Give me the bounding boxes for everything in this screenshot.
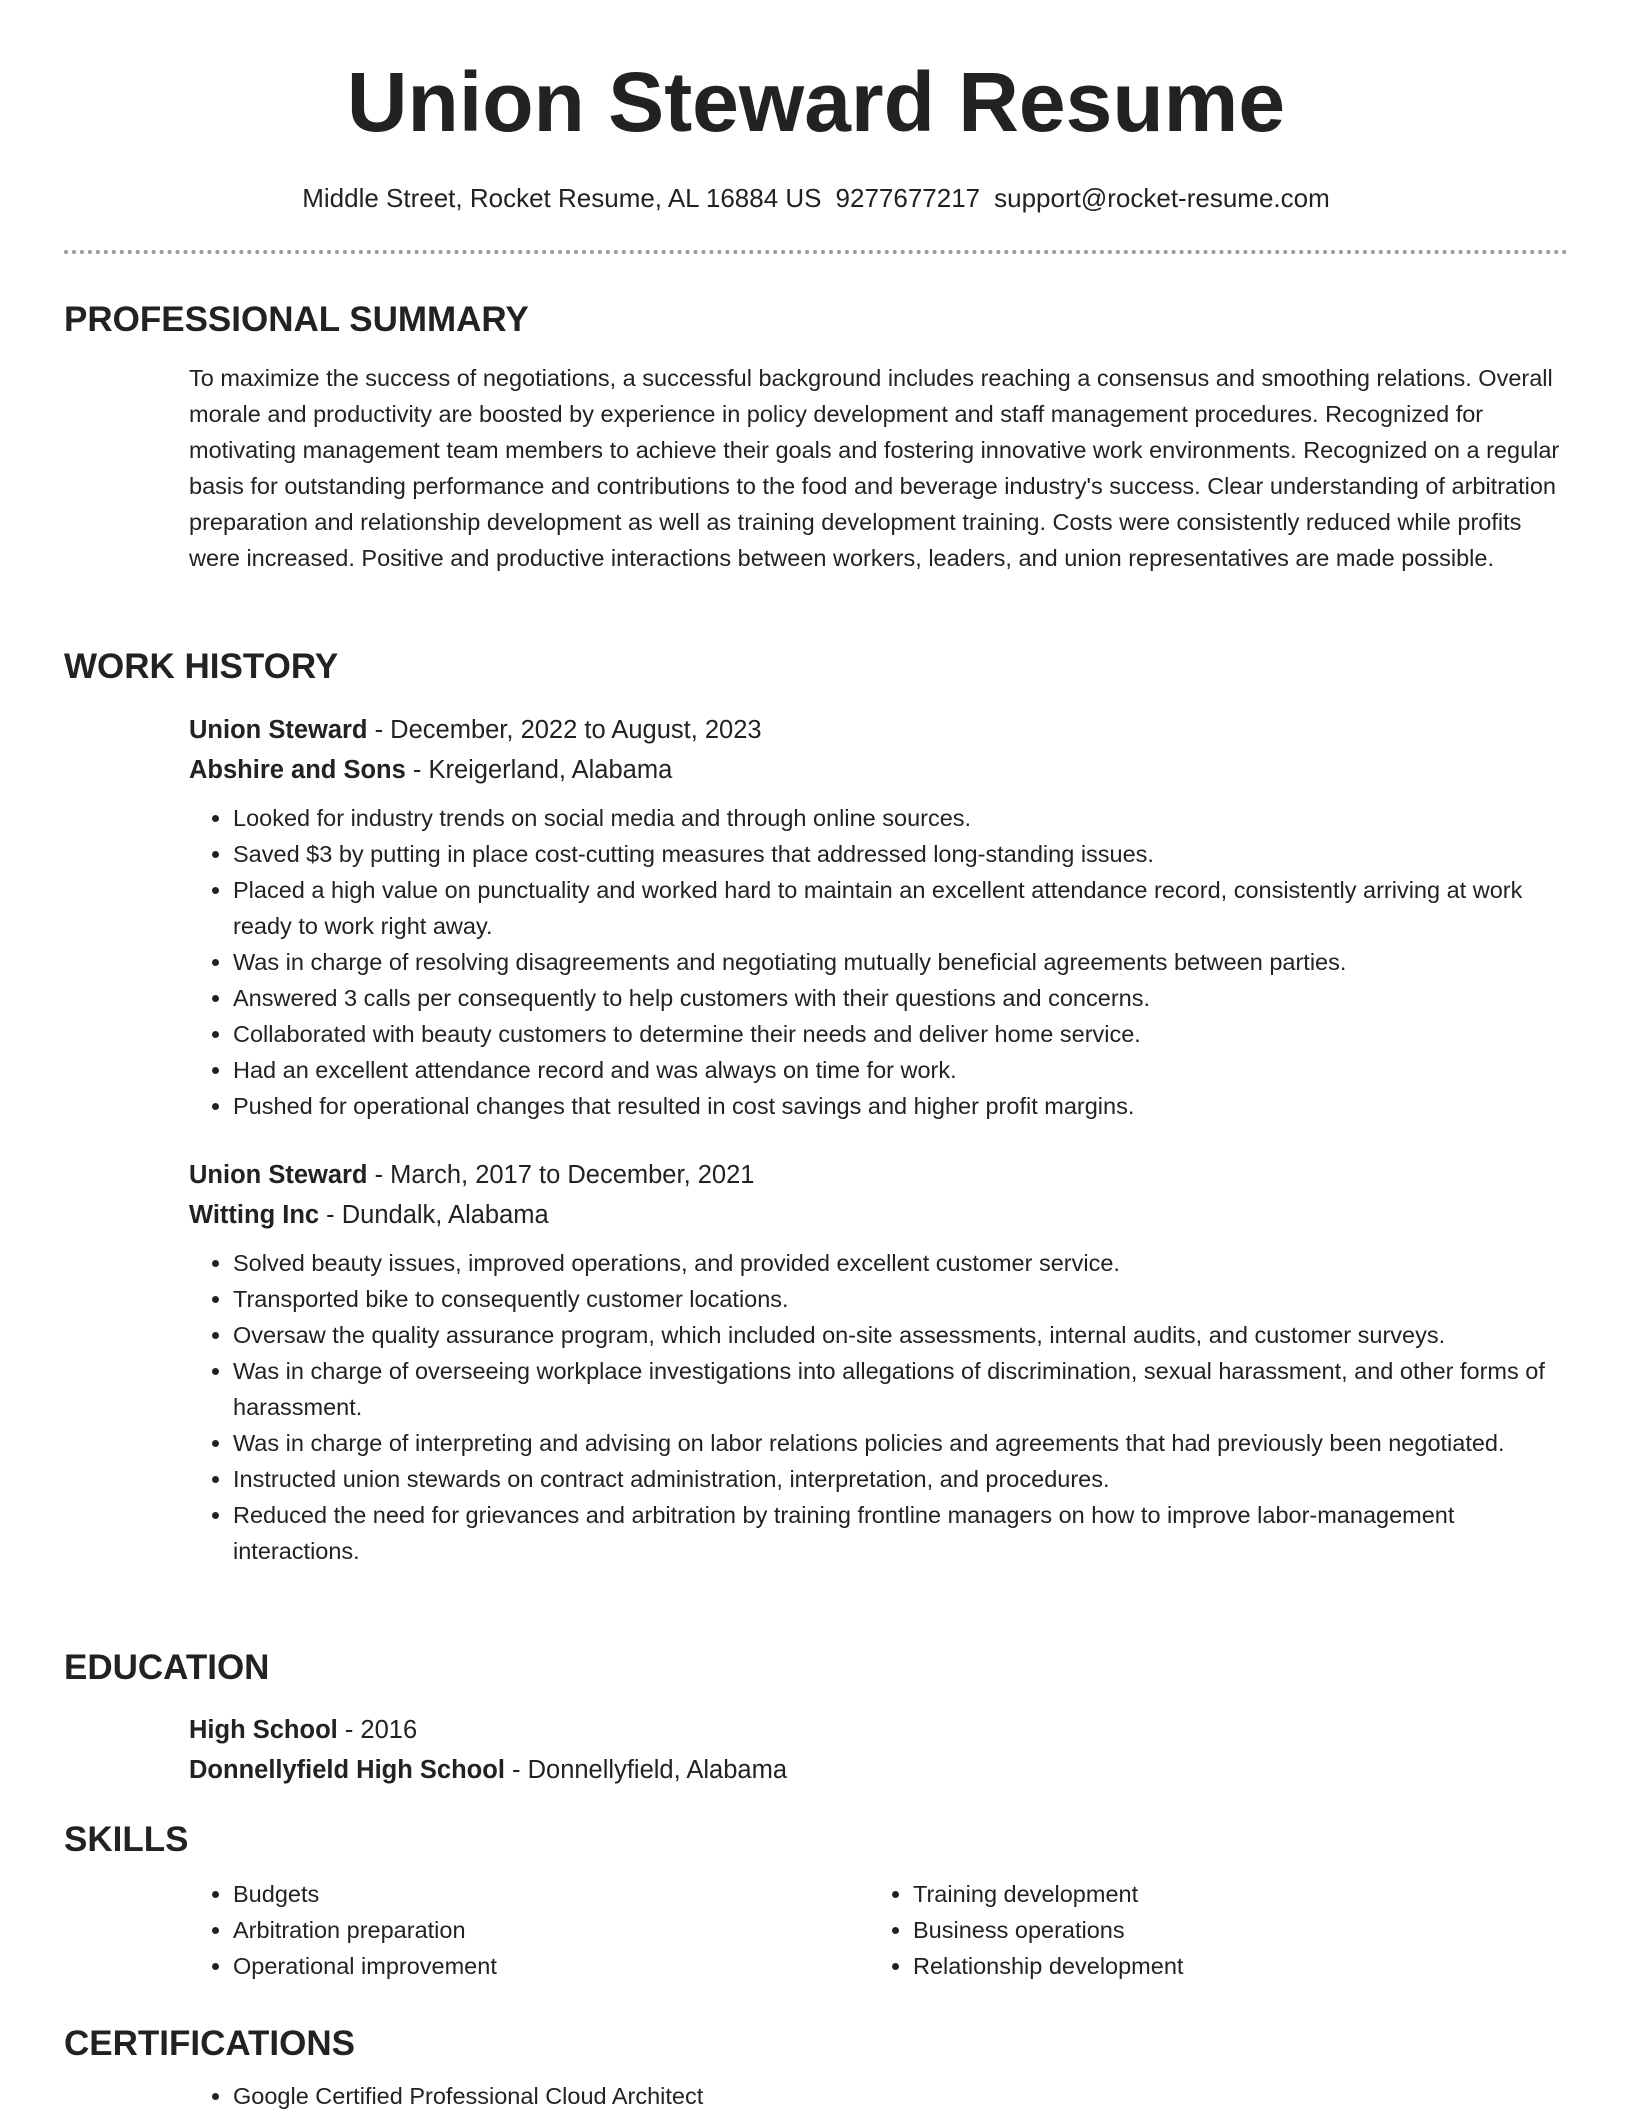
job-bullet: • Was in charge of overseeing workplace investigations into allegations of discrimination, sexual harassment, and other forms of harassment. — [233, 1353, 1568, 1425]
job-company-line — [189, 1195, 1568, 1235]
skill-item: • Budgets — [233, 1876, 869, 1912]
education-heading: EDUCATION — [64, 1648, 270, 1687]
education-degree: High School — [189, 1716, 338, 1744]
skill-item: • Training development — [913, 1876, 1549, 1912]
skills-list-left — [189, 1876, 869, 1984]
header-divider — [64, 250, 1568, 254]
job-bullet: • Answered 3 calls per consequently to help customers with their questions and concerns. — [233, 980, 1568, 1016]
skills-grid — [189, 1876, 1568, 1984]
job-title-line — [189, 1155, 1568, 1195]
job-bullet: • Solved beauty issues, improved operations, and provided excellent customer service. — [233, 1245, 1568, 1281]
job-bullet: • Was in charge of interpreting and advising on labor relations policies and agreements that had previously been negotiated. — [233, 1425, 1568, 1461]
work-history-section — [64, 645, 1568, 1569]
job-bullet: • Oversaw the quality assurance program, which included on-site assessments, internal audits, and customer surveys. — [233, 1317, 1568, 1353]
job-bullet: • Collaborated with beauty customers to determine their needs and deliver home service. — [233, 1016, 1568, 1052]
job-location: - Dundalk, Alabama — [319, 1201, 549, 1229]
summary-text: To maximize the success of negotiations, a successful background includes reaching a consensus and smoothing relations. Overall morale and productivity are boosted by experience in policy development and staff management procedures. Recognized for motivating management team members to achieve their goals and fostering innovative work environments. Recognized on a regular basis for outstanding performance and contributions to the food and beverage industry's success. Clear understanding of arbitration preparation and relationship development as well as training development training. Costs were consistently reduced while profits were increased. Positive and productive interactions between workers, leaders, and union representatives are made possible. — [189, 365, 1560, 571]
summary-section — [64, 298, 1568, 576]
job-location: - Kreigerland, Alabama — [405, 756, 673, 784]
job-dates: - March, 2017 to December, 2021 — [367, 1161, 755, 1189]
certification-item: • Google Certified Professional Cloud Architect — [233, 2078, 1568, 2114]
job-entry — [189, 1155, 1568, 1569]
skills-section — [64, 1818, 1568, 1984]
job-bullet: • Placed a high value on punctuality and worked hard to maintain an excellent attendance record, consistently arriving at work ready to work right away. — [233, 872, 1568, 944]
job-bullets — [189, 1245, 1568, 1569]
certifications-heading: CERTIFICATIONS — [64, 2024, 356, 2063]
job-entry — [189, 710, 1568, 1124]
education-school: Donnellyfield High School — [189, 1756, 505, 1784]
job-bullet: • Looked for industry trends on social media and through online sources. — [233, 800, 1568, 836]
resume-title: Union Steward Resume — [346, 55, 1286, 149]
job-bullet: • Transported bike to consequently customer locations. — [233, 1281, 1568, 1317]
skills-column-right — [869, 1876, 1549, 1984]
skill-item: • Operational improvement — [233, 1948, 869, 1984]
summary-heading: PROFESSIONAL SUMMARY — [64, 300, 529, 339]
contact-phone: 9277677217 — [835, 183, 981, 213]
contact-line — [0, 180, 1632, 216]
job-bullets — [189, 800, 1568, 1124]
job-bullet: • Was in charge of resolving disagreements and negotiating mutually beneficial agreements between parties. — [233, 944, 1568, 980]
job-bullet: • Saved $3 by putting in place cost-cutting measures that addressed long-standing issues. — [233, 836, 1568, 872]
job-bullet: • Had an excellent attendance record and was always on time for work. — [233, 1052, 1568, 1088]
job-company-line — [189, 750, 1568, 790]
certifications-list — [189, 2078, 1568, 2114]
job-title-line — [189, 710, 1568, 750]
job-dates: - December, 2022 to August, 2023 — [367, 716, 762, 744]
job-bullet: • Pushed for operational changes that resulted in cost savings and higher profit margins. — [233, 1088, 1568, 1124]
contact-email: support@rocket-resume.com — [994, 183, 1330, 213]
work-history-heading: WORK HISTORY — [64, 647, 339, 686]
contact-address: Middle Street, Rocket Resume, AL 16884 US — [302, 183, 822, 213]
job-company: Witting Inc — [189, 1201, 320, 1229]
certifications-section — [64, 2022, 1568, 2114]
job-company: Abshire and Sons — [189, 756, 406, 784]
education-section — [64, 1646, 1568, 1790]
skill-item: • Relationship development — [913, 1948, 1549, 1984]
job-title: Union Steward — [189, 1161, 368, 1189]
skills-column-left — [189, 1876, 869, 1984]
education-degree-line — [189, 1710, 1568, 1750]
skills-list-right — [869, 1876, 1549, 1984]
job-title: Union Steward — [189, 716, 368, 744]
job-bullet: • Instructed union stewards on contract administration, interpretation, and procedures. — [233, 1461, 1568, 1497]
education-year: - 2016 — [337, 1716, 418, 1744]
skill-item: • Business operations — [913, 1912, 1549, 1948]
job-bullet: • Reduced the need for grievances and arbitration by training frontline managers on how to improve labor-management interactions. — [233, 1497, 1568, 1569]
education-school-line — [189, 1750, 1568, 1790]
education-location: - Donnellyfield, Alabama — [504, 1756, 788, 1784]
skills-heading: SKILLS — [64, 1820, 189, 1859]
skill-item: • Arbitration preparation — [233, 1912, 869, 1948]
